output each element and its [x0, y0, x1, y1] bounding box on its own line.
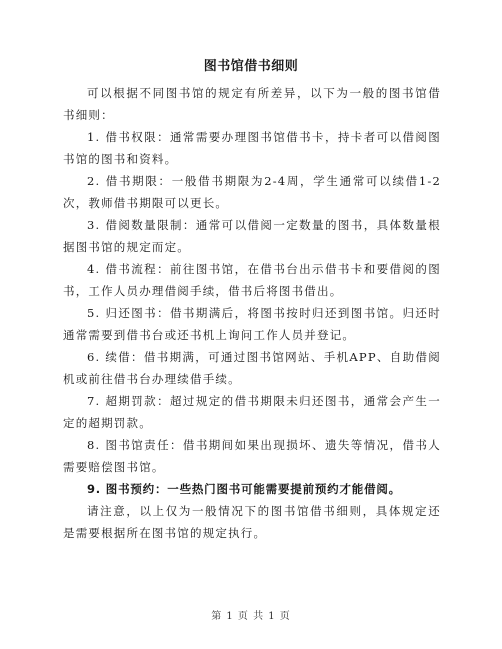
- rule-borrowing-period: 2. 借书期限：一般借书期限为2-4周，学生通常可以续借1-2次，教师借书期限可以更长。: [63, 174, 441, 210]
- rule-quantity-limit: 3. 借阅数量限制：通常可以借阅一定数量的图书，具体数量根据图书馆的规定而定。: [63, 218, 441, 254]
- closing-note: 请注意，以上仅为一般情况下的图书馆借书细则，具体规定还是需要根据所在图书馆的规定执行。: [63, 504, 441, 540]
- rule-overdue-fine: 7. 超期罚款：超过规定的借书期限未归还图书，通常会产生一定的超期罚款。: [63, 394, 441, 430]
- rule-renewal: 6. 续借：借书期满，可通过图书馆网站、手机APP、自助借阅机或前往借书台办理续借手续。: [63, 350, 441, 386]
- document-body: [63, 82, 441, 544]
- rule-reservation: 9. 图书预约：一些热门图书可能需要提前预约才能借阅。: [87, 482, 401, 496]
- intro-paragraph: 可以根据不同图书馆的规定有所差异，以下为一般的图书馆借书细则：: [63, 86, 441, 122]
- rule-returning-books: 5. 归还图书：借书期满后，将图书按时归还到图书馆。归还时通常需要到借书台或还书机上询问工作人员并登记。: [63, 306, 441, 342]
- document-title: 图书馆借书细则: [203, 59, 299, 74]
- rule-borrowing-process: 4. 借书流程：前往图书馆，在借书台出示借书卡和要借阅的图书，工作人员办理借阅手续，借书后将图书借出。: [63, 262, 441, 298]
- rule-borrowing-permission: 1. 借书权限：通常需要办理图书馆借书卡，持卡者可以借阅图书馆的图书和资料。: [63, 130, 441, 166]
- rule-library-liability: 8. 图书馆责任：借书期间如果出现损坏、遗失等情况，借书人需要赔偿图书馆。: [63, 438, 441, 474]
- page-footer: 第 1 页 共 1 页: [211, 611, 291, 622]
